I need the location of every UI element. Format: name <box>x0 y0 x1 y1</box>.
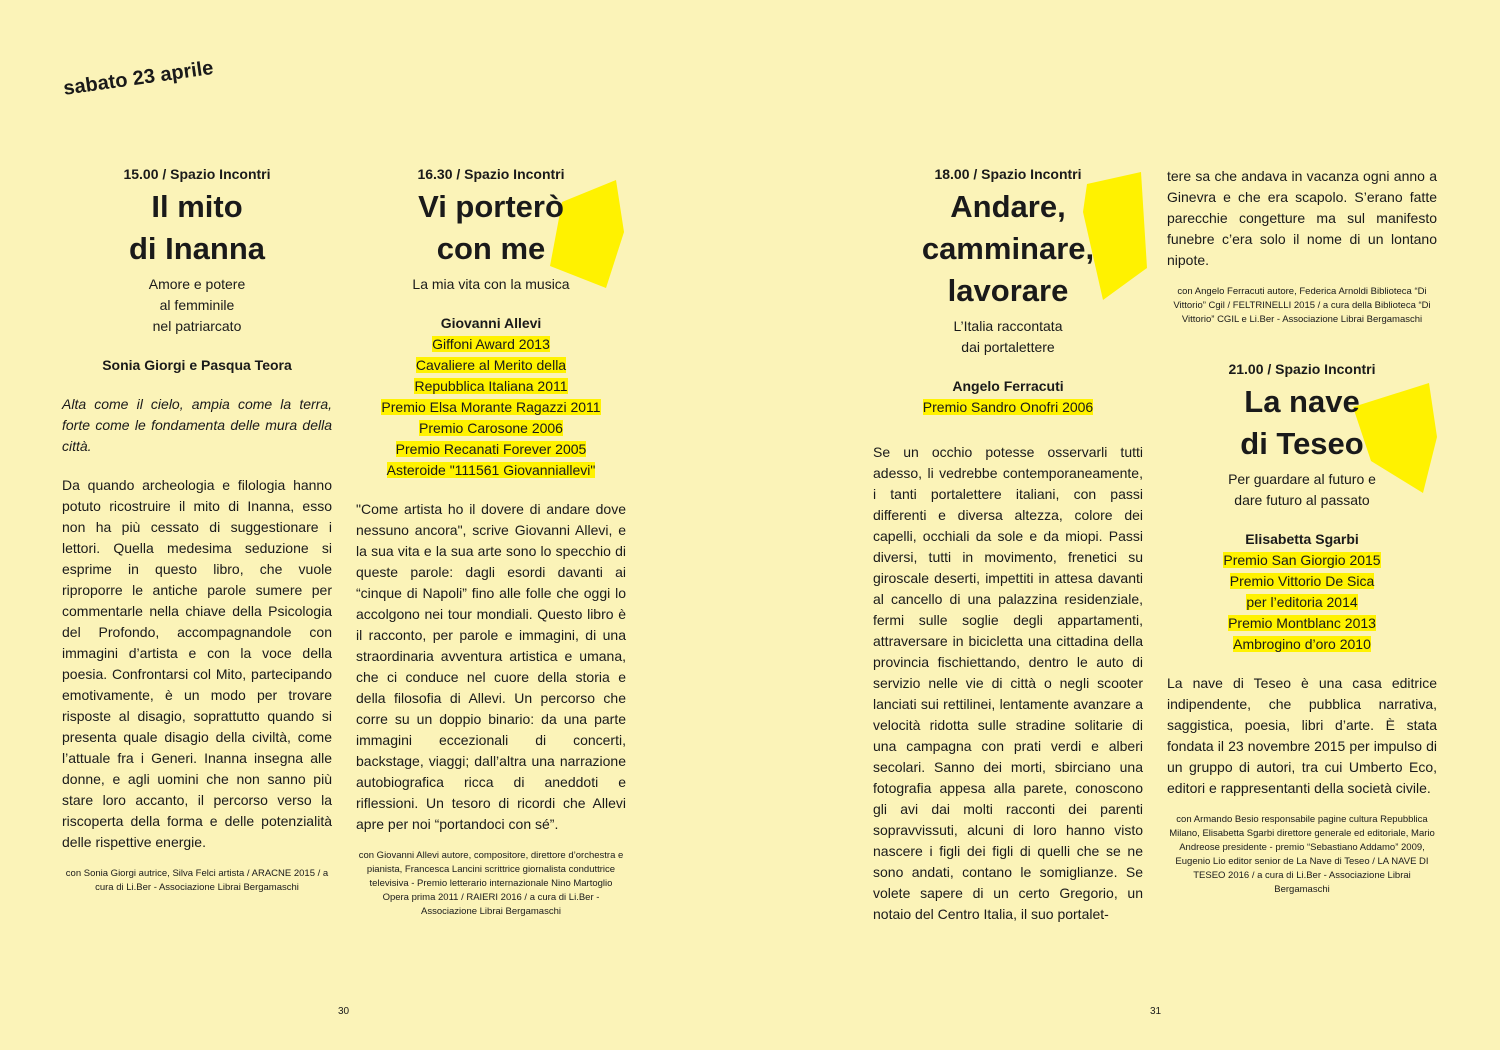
award-item: Premio Elsa Morante Ragazzi 2011 <box>381 399 601 415</box>
award-item: Ambrogino d’oro 2010 <box>1233 636 1371 652</box>
subtitle-line: nel patriarcato <box>152 318 242 334</box>
event-inanna <box>62 166 332 895</box>
awards-list <box>356 334 626 481</box>
award-item: Premio Sandro Onofri 2006 <box>922 399 1094 415</box>
event-subtitle <box>873 316 1143 358</box>
event-title <box>356 186 626 270</box>
award-item: Repubblica Italiana 2011 <box>414 378 568 394</box>
title-line: di Inanna <box>128 231 266 266</box>
event-time: 21.00 / Spazio Incontri <box>1228 361 1376 377</box>
award-item: Giffoni Award 2013 <box>432 336 550 352</box>
award-item: Premio San Giorgio 2015 <box>1223 552 1381 568</box>
event-description: La nave di Teseo è una casa editrice indipendente, che pubblica narrativa, saggistica, poesia, libri d’arte. È stata fondata il 23 novembre 2015 per impulso di un gruppo di autori, tra cui Umberto Eco, editori e rappresentanti della società civile. <box>1167 675 1437 796</box>
award-item: Premio Vittorio De Sica <box>1229 573 1375 589</box>
award-item: per l’editoria 2014 <box>1246 594 1358 610</box>
event-credits: con Armando Besio responsabile pagine cultura Repubblica Milano, Elisabetta Sgarbi direttore generale ed editoriale, Mario Andreose presidente - premio “Sebastiano Addamo” 2009, Eugenio Lio editor senior de La Nave di Teseo / LA NAVE DI TESEO 2016 / a cura di Li.Ber - Associazione Librai Bergamaschi <box>1169 814 1435 895</box>
title-line: camminare, <box>921 231 1095 266</box>
subtitle-line: Amore e potere <box>148 276 246 292</box>
awards-list <box>1167 550 1437 655</box>
event-title <box>873 186 1143 312</box>
event-subtitle <box>62 274 332 337</box>
event-description: "Come artista ho il dovere di andare dove nessuno ancora", scrive Giovanni Allevi, e la sua vita e la sua arte sono lo specchio di queste parole: dagli esordi davanti ai “cinque di Napoli” fino alle folle che oggi lo accolgono nei tour mondiali. Questo libro è il racconto, per parole e immagini, di una straordinaria avventura artistica e umana, che ci conduce nel cuore della storia e della filosofia di Allevi. Un percorso che corre su un doppio binario: da una parte immagini eccezionali di concerti, backstage, viaggi; dall’altra una narrazione autobiografica ricca di aneddoti e riflessioni. Un tesoro di ricordi che Allevi apre per noi “portandoci con sé”. <box>356 501 626 832</box>
event-subtitle <box>1167 469 1437 511</box>
page-number-right: 31 <box>1150 1006 1162 1017</box>
event-authors: Sonia Giorgi e Pasqua Teora <box>102 357 292 373</box>
subtitle-line: al femminile <box>159 297 235 313</box>
event-ferracuti <box>873 166 1143 925</box>
event-credits: con Giovanni Allevi autore, compositore, direttore d’orchestra e pianista, Francesca Lancini scrittrice giornalista conduttrice televisiva - Premio letterario internazionale Nino Martoglio Opera prima 2011 / RAIERI 2016 / a cura di Li.Ber - Associazione Librai Bergamaschi <box>358 850 624 917</box>
award-item: Premio Carosone 2006 <box>419 420 563 436</box>
event-title <box>1167 381 1437 465</box>
event-credits: con Angelo Ferracuti autore, Federica Arnoldi Biblioteca “Di Vittorio” Cgil / FELTRINELLI 2015 / a cura della Biblioteca “Di Vittorio” CGIL e Li.Ber - Associazione Librai Bergamaschi <box>1173 286 1431 325</box>
award-item: Premio Recanati Forever 2005 <box>395 441 587 457</box>
event-allevi <box>356 166 626 919</box>
award-item: Premio Montblanc 2013 <box>1228 615 1376 631</box>
event-time: 16.30 / Spazio Incontri <box>417 166 565 182</box>
title-line: Il mito <box>151 189 243 224</box>
award-item: Asteroide "111561 Giovanniallevi" <box>386 462 596 478</box>
subtitle-line: Per guardare al futuro e <box>1228 471 1376 487</box>
event-time: 15.00 / Spazio Incontri <box>123 166 271 182</box>
event-title <box>62 186 332 270</box>
event-authors: Angelo Ferracuti <box>952 378 1064 394</box>
event-description-continued: tere sa che andava in vacanza ogni anno a Ginevra e che era scapolo. S’erano fatte parecchie congetture ma sul manifesto funebre c’era solo il nome di un lontano nipote. <box>1167 168 1437 268</box>
title-line: lavorare <box>947 273 1069 308</box>
subtitle-line: L’Italia raccontata <box>953 318 1063 334</box>
subtitle-line: dare futuro al passato <box>1234 492 1370 508</box>
event-time: 18.00 / Spazio Incontri <box>934 166 1082 182</box>
date-label: sabato 23 aprile <box>62 56 215 100</box>
event-subtitle <box>356 274 626 295</box>
subtitle-line: dai portalettere <box>961 339 1055 355</box>
title-line: con me <box>436 231 546 266</box>
title-line: Vi porterò <box>418 189 564 224</box>
title-line: di Teseo <box>1240 426 1364 461</box>
event-block <box>1167 361 1437 897</box>
title-line: La nave <box>1244 384 1360 419</box>
award-item: Cavaliere al Merito della <box>415 357 567 373</box>
event-authors: Giovanni Allevi <box>440 315 542 331</box>
event-description: Da quando archeologia e filologia hanno potuto ricostruire il mito di Inanna, esso non ha più cessato di suggestionare i lettori. Quella medesima seduzione si esprime in questo libro, che vuole riproporre le antiche parole sumere per commentarle nella chiave della Psicologia del Profondo, accompagnandole con immagini d’artista e con la voce della poesia. Confrontarsi col Mito, partecipando emotivamente, è un modo per trovare risposte al disagio, soprattutto quando si presenta quale disagio della civiltà, come l’attuale fra i Generi. Inanna insegna alle donne, e agli uomini che non sanno più stare loro accanto, il percorso verso la riscoperta della forma e delle potenzialità delle rispettive energie. <box>62 477 332 850</box>
event-authors: Elisabetta Sgarbi <box>1245 531 1359 547</box>
event-description: Se un occhio potesse osservarli tutti adesso, li vedrebbe contemporaneamente, i tanti portalettere italiani, con passi differenti e diversa altezza, colore dei capelli, occhiali da sole e da miopi. Passi diversi, tutti in movimento, frenetici su giroscale deserti, impettiti in attesa davanti al cancello di una palazzina residenziale, fermi sulle soglie degli appartamenti, attraversare in bicicletta una cittadina della provincia fischiettando, dentro le auto di servizio nelle vie di città o negli scooter lanciati sui rettilinei, lentamente avanzare a velocità ridotta sulle stradine solitarie di una campagna con prati verdi e alberi secolari. Sanno dei morti, sbirciano una fotografia appesa alla parete, conoscono gli avi dai molti racconti dei parenti sopravvissuti, alcuni di loro hanno visto nascere i figli dei figli di quelli che se ne sono andati, contano le somiglianze. Se volete sapere di un certo Gregorio, un notaio del Centro Italia, il suo portalet- <box>873 444 1143 922</box>
event-credits: con Sonia Giorgi autrice, Silva Felci artista / ARACNE 2015 / a cura di Li.Ber - Associazione Librai Bergamaschi <box>65 868 329 893</box>
subtitle-line: La mia vita con la musica <box>412 276 570 292</box>
title-line: Andare, <box>950 189 1066 224</box>
event-intro: Alta come il cielo, ampia come la terra, forte come le fondamenta delle mura della città. <box>62 396 332 454</box>
awards-list <box>873 397 1143 418</box>
page-number-left: 30 <box>338 1006 350 1017</box>
event-nave-teseo <box>1167 166 1437 897</box>
